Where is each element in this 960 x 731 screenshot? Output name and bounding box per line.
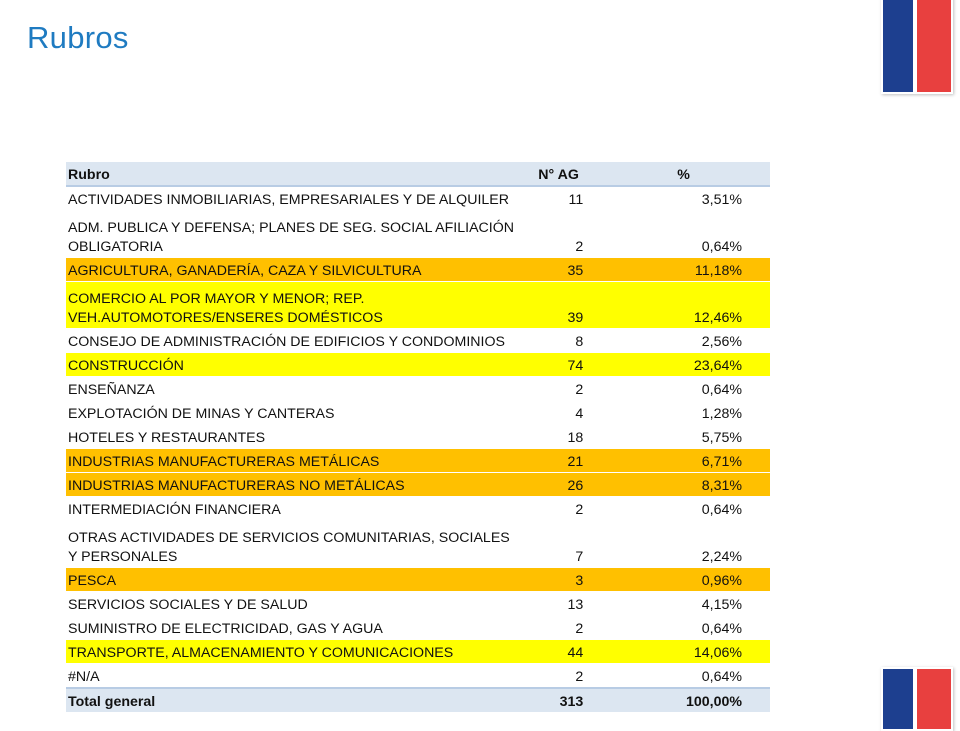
row-rubro: INDUSTRIAS MANUFACTURERAS NO METÁLICAS bbox=[66, 473, 520, 497]
row-percent: 12,46% bbox=[595, 282, 770, 329]
row-percent: 1,28% bbox=[595, 401, 770, 425]
row-n-ag: 21 bbox=[520, 449, 595, 473]
table-row bbox=[66, 282, 770, 329]
row-rubro: TRANSPORTE, ALMACENAMIENTO Y COMUNICACIONES bbox=[66, 640, 520, 664]
row-n-ag: 26 bbox=[520, 473, 595, 497]
row-percent: 0,64% bbox=[595, 377, 770, 401]
row-n-ag: 4 bbox=[520, 401, 595, 425]
row-percent: 2,56% bbox=[595, 329, 770, 353]
table-row bbox=[66, 329, 770, 353]
row-rubro: INTERMEDIACIÓN FINANCIERA bbox=[66, 497, 520, 521]
row-n-ag: 13 bbox=[520, 592, 595, 616]
row-rubro: ADM. PUBLICA Y DEFENSA; PLANES DE SEG. SOCIAL AFILIACIÓN OBLIGATORIA bbox=[66, 211, 520, 258]
table-row bbox=[66, 377, 770, 401]
row-n-ag: 74 bbox=[520, 353, 595, 377]
row-rubro: SUMINISTRO DE ELECTRICIDAD, GAS Y AGUA bbox=[66, 616, 520, 640]
row-rubro: ENSEÑANZA bbox=[66, 377, 520, 401]
row-percent: 5,75% bbox=[595, 425, 770, 449]
rubros-table bbox=[66, 162, 770, 713]
row-n-ag: 44 bbox=[520, 640, 595, 664]
table-row bbox=[66, 664, 770, 689]
table-header-row bbox=[66, 162, 770, 186]
row-n-ag: 3 bbox=[520, 568, 595, 592]
flag-red-stripe bbox=[917, 669, 951, 729]
row-n-ag: 2 bbox=[520, 497, 595, 521]
table-row bbox=[66, 473, 770, 497]
row-percent: 0,64% bbox=[595, 497, 770, 521]
row-n-ag: 35 bbox=[520, 258, 595, 282]
table-row bbox=[66, 568, 770, 592]
chile-flag-decoration-top bbox=[881, 0, 953, 94]
row-percent: 0,96% bbox=[595, 568, 770, 592]
table-row bbox=[66, 521, 770, 568]
row-n-ag: 2 bbox=[520, 664, 595, 689]
row-n-ag: 11 bbox=[520, 186, 595, 211]
row-rubro: HOTELES Y RESTAURANTES bbox=[66, 425, 520, 449]
total-n-ag: 313 bbox=[520, 688, 595, 713]
row-rubro: #N/A bbox=[66, 664, 520, 689]
row-rubro: AGRICULTURA, GANADERÍA, CAZA Y SILVICULTURA bbox=[66, 258, 520, 282]
row-rubro: OTRAS ACTIVIDADES DE SERVICIOS COMUNITARIAS, SOCIALES Y PERSONALES bbox=[66, 521, 520, 568]
row-n-ag: 2 bbox=[520, 211, 595, 258]
row-n-ag: 18 bbox=[520, 425, 595, 449]
row-rubro: PESCA bbox=[66, 568, 520, 592]
total-percent: 100,00% bbox=[595, 688, 770, 713]
row-n-ag: 39 bbox=[520, 282, 595, 329]
row-n-ag: 2 bbox=[520, 616, 595, 640]
table-row bbox=[66, 353, 770, 377]
header-percent: % bbox=[595, 162, 770, 186]
row-rubro: INDUSTRIAS MANUFACTURERAS METÁLICAS bbox=[66, 449, 520, 473]
row-n-ag: 2 bbox=[520, 377, 595, 401]
table-row bbox=[66, 425, 770, 449]
row-percent: 14,06% bbox=[595, 640, 770, 664]
table-row bbox=[66, 211, 770, 258]
table-row bbox=[66, 640, 770, 664]
total-label: Total general bbox=[66, 688, 520, 713]
table-row bbox=[66, 497, 770, 521]
row-percent: 2,24% bbox=[595, 521, 770, 568]
row-percent: 0,64% bbox=[595, 211, 770, 258]
table-row bbox=[66, 401, 770, 425]
table-row bbox=[66, 186, 770, 211]
table-row bbox=[66, 616, 770, 640]
header-n-ag: N° AG bbox=[520, 162, 595, 186]
table-row bbox=[66, 449, 770, 473]
row-rubro: CONSEJO DE ADMINISTRACIÓN DE EDIFICIOS Y CONDOMINIOS bbox=[66, 329, 520, 353]
row-percent: 8,31% bbox=[595, 473, 770, 497]
row-n-ag: 7 bbox=[520, 521, 595, 568]
table-row bbox=[66, 592, 770, 616]
row-n-ag: 8 bbox=[520, 329, 595, 353]
row-percent: 3,51% bbox=[595, 186, 770, 211]
row-rubro: COMERCIO AL POR MAYOR Y MENOR; REP. VEH.AUTOMOTORES/ENSERES DOMÉSTICOS bbox=[66, 282, 520, 329]
row-percent: 4,15% bbox=[595, 592, 770, 616]
flag-blue-stripe bbox=[883, 0, 913, 92]
row-rubro: SERVICIOS SOCIALES Y DE SALUD bbox=[66, 592, 520, 616]
row-percent: 0,64% bbox=[595, 616, 770, 640]
chile-flag-decoration-bottom bbox=[881, 667, 953, 731]
row-percent: 23,64% bbox=[595, 353, 770, 377]
row-percent: 6,71% bbox=[595, 449, 770, 473]
table-row bbox=[66, 258, 770, 282]
table-total-row bbox=[66, 688, 770, 713]
slide-title: Rubros bbox=[27, 20, 129, 55]
row-percent: 11,18% bbox=[595, 258, 770, 282]
row-rubro: ACTIVIDADES INMOBILIARIAS, EMPRESARIALES Y DE ALQUILER bbox=[66, 186, 520, 211]
flag-red-stripe bbox=[917, 0, 951, 92]
header-rubro: Rubro bbox=[66, 162, 520, 186]
row-rubro: EXPLOTACIÓN DE MINAS Y CANTERAS bbox=[66, 401, 520, 425]
row-percent: 0,64% bbox=[595, 664, 770, 689]
flag-blue-stripe bbox=[883, 669, 913, 729]
row-rubro: CONSTRUCCIÓN bbox=[66, 353, 520, 377]
